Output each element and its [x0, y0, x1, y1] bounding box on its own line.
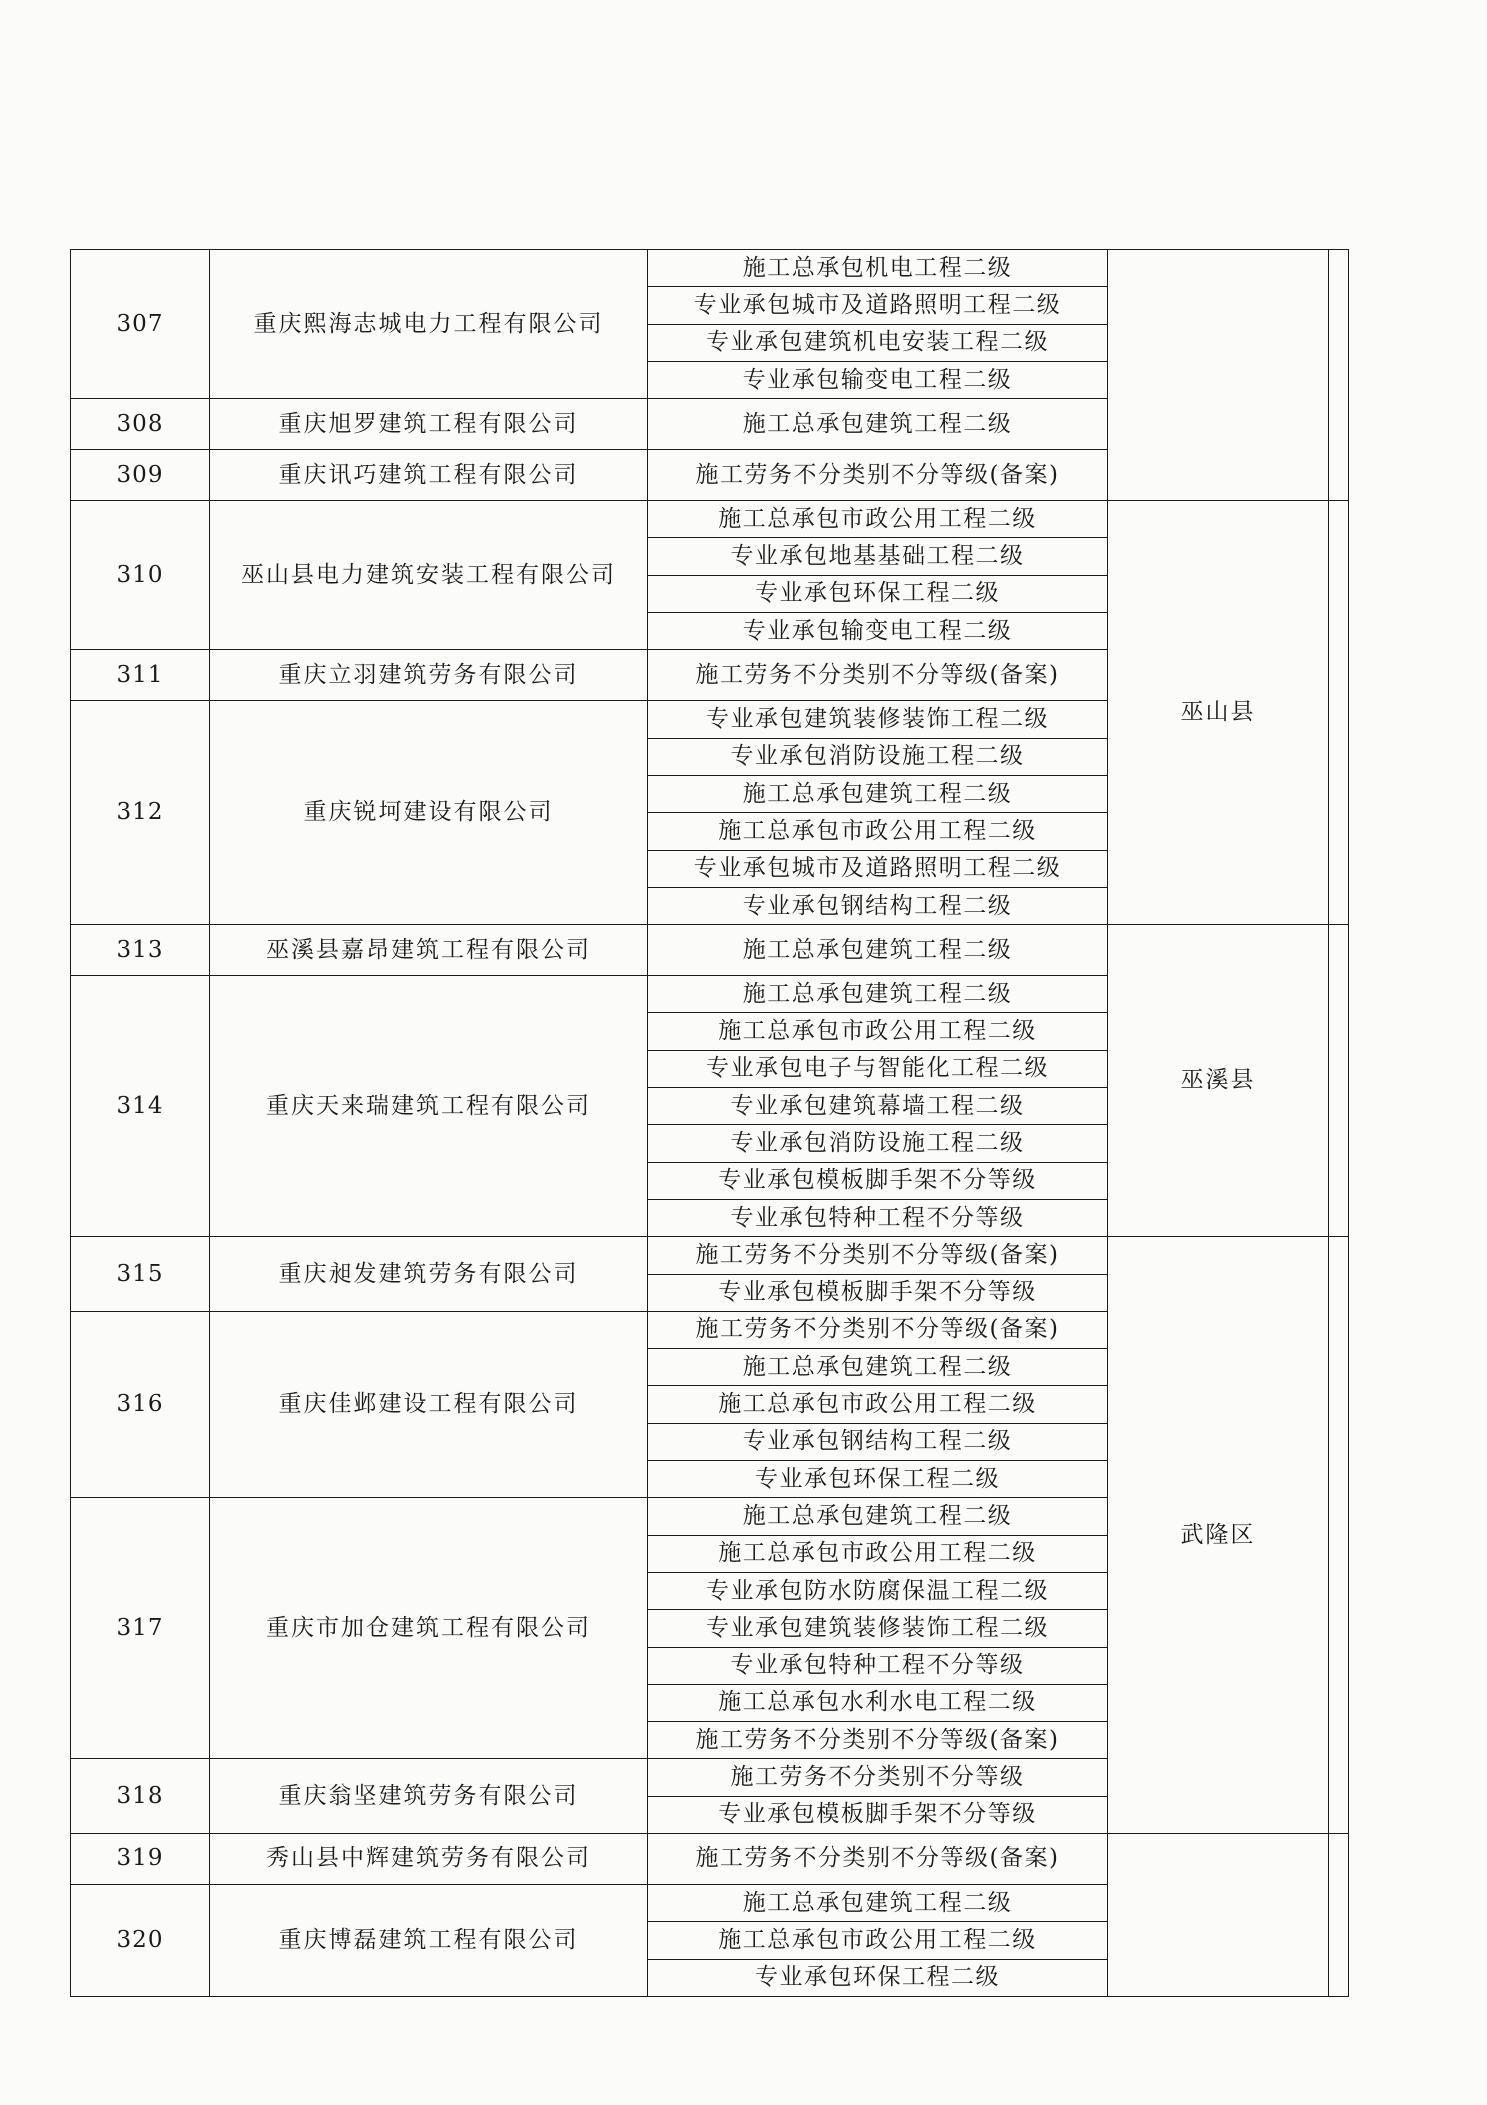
- qualification-cell: 施工总承包机电工程二级: [648, 250, 1108, 287]
- qualification-cell: 专业承包输变电工程二级: [648, 613, 1108, 650]
- qualification-cell: 施工总承包建筑工程二级: [648, 1498, 1108, 1535]
- row-number: 314: [71, 976, 210, 1237]
- row-number: 309: [71, 450, 210, 501]
- qualification-cell: 专业承包环保工程二级: [648, 575, 1108, 612]
- qualification-cell: 施工劳务不分类别不分等级(备案): [648, 1311, 1108, 1348]
- qualification-cell: 专业承包模板脚手架不分等级: [648, 1274, 1108, 1311]
- qualification-cell: 专业承包环保工程二级: [648, 1959, 1108, 1996]
- company-name: 重庆熙海志城电力工程有限公司: [210, 250, 648, 399]
- qualification-cell: 施工总承包市政公用工程二级: [648, 1013, 1108, 1050]
- company-name: 重庆佳邺建设工程有限公司: [210, 1311, 648, 1497]
- qualification-cell: 施工劳务不分类别不分等级: [648, 1759, 1108, 1796]
- qualification-cell: 专业承包模板脚手架不分等级: [648, 1796, 1108, 1833]
- qualification-cell: 施工劳务不分类别不分等级(备案): [648, 450, 1108, 501]
- region-name: [1108, 1833, 1329, 1996]
- qualification-cell: 专业承包城市及道路照明工程二级: [648, 850, 1108, 887]
- table-row: [71, 1237, 1349, 1274]
- company-name: 巫山县电力建筑安装工程有限公司: [210, 501, 648, 650]
- table-row: [71, 250, 1349, 287]
- region-name: 巫溪县: [1108, 925, 1329, 1237]
- company-name: 巫溪县嘉昂建筑工程有限公司: [210, 925, 648, 976]
- row-number: 308: [71, 399, 210, 450]
- qualification-cell: 专业承包钢结构工程二级: [648, 1423, 1108, 1460]
- qualification-cell: 施工总承包建筑工程二级: [648, 399, 1108, 450]
- qualification-cell: 施工劳务不分类别不分等级(备案): [648, 1237, 1108, 1274]
- qualification-cell: 专业承包消防设施工程二级: [648, 1125, 1108, 1162]
- qualification-cell: 施工劳务不分类别不分等级(备案): [648, 1833, 1108, 1884]
- row-number: 318: [71, 1759, 210, 1834]
- row-number: 307: [71, 250, 210, 399]
- qualification-cell: 施工总承包建筑工程二级: [648, 1884, 1108, 1921]
- qualification-cell: 施工总承包建筑工程二级: [648, 775, 1108, 812]
- company-name: 重庆翁坚建筑劳务有限公司: [210, 1759, 648, 1834]
- edge-column: [1329, 1833, 1349, 1996]
- company-name: 重庆天来瑞建筑工程有限公司: [210, 976, 648, 1237]
- company-name: 重庆旭罗建筑工程有限公司: [210, 399, 648, 450]
- qualification-cell: 专业承包电子与智能化工程二级: [648, 1050, 1108, 1087]
- qualification-cell: 专业承包建筑机电安装工程二级: [648, 324, 1108, 361]
- qualification-cell: 施工劳务不分类别不分等级(备案): [648, 650, 1108, 701]
- region-name: 巫山县: [1108, 501, 1329, 925]
- qualification-cell: 专业承包防水防腐保温工程二级: [648, 1572, 1108, 1609]
- edge-column: [1329, 1237, 1349, 1834]
- qualification-cell: 专业承包建筑幕墙工程二级: [648, 1088, 1108, 1125]
- qualification-cell: 施工总承包市政公用工程二级: [648, 1386, 1108, 1423]
- company-name: 重庆锐坷建设有限公司: [210, 701, 648, 925]
- qualification-cell: 专业承包建筑装修装饰工程二级: [648, 701, 1108, 738]
- company-name: 重庆昶发建筑劳务有限公司: [210, 1237, 648, 1312]
- company-qualification-table: [70, 249, 1349, 1997]
- row-number: 320: [71, 1884, 210, 1996]
- table-row: [71, 1833, 1349, 1884]
- qualification-cell: 施工总承包建筑工程二级: [648, 925, 1108, 976]
- qualification-cell: 专业承包特种工程不分等级: [648, 1647, 1108, 1684]
- qualification-cell: 施工总承包市政公用工程二级: [648, 813, 1108, 850]
- qualification-cell: 专业承包消防设施工程二级: [648, 738, 1108, 775]
- company-name: 重庆市加仓建筑工程有限公司: [210, 1498, 648, 1759]
- qualification-cell: 施工总承包市政公用工程二级: [648, 1535, 1108, 1572]
- table-row: [71, 501, 1349, 538]
- qualification-cell: 专业承包钢结构工程二级: [648, 887, 1108, 924]
- qualification-cell: 专业承包模板脚手架不分等级: [648, 1162, 1108, 1199]
- company-name: 重庆讯巧建筑工程有限公司: [210, 450, 648, 501]
- region-name: 武隆区: [1108, 1237, 1329, 1834]
- qualification-cell: 专业承包城市及道路照明工程二级: [648, 287, 1108, 324]
- qualification-cell: 专业承包特种工程不分等级: [648, 1199, 1108, 1236]
- qualification-cell: 施工总承包市政公用工程二级: [648, 1922, 1108, 1959]
- row-number: 311: [71, 650, 210, 701]
- row-number: 319: [71, 1833, 210, 1884]
- company-name: 重庆博磊建筑工程有限公司: [210, 1884, 648, 1996]
- qualification-cell: 专业承包环保工程二级: [648, 1461, 1108, 1498]
- row-number: 315: [71, 1237, 210, 1312]
- table-row: [71, 925, 1349, 976]
- qualification-cell: 专业承包建筑装修装饰工程二级: [648, 1610, 1108, 1647]
- qualification-cell: 施工总承包建筑工程二级: [648, 1349, 1108, 1386]
- qualification-cell: 施工总承包水利水电工程二级: [648, 1684, 1108, 1721]
- edge-column: [1329, 250, 1349, 501]
- row-number: 317: [71, 1498, 210, 1759]
- qualification-cell: 施工总承包建筑工程二级: [648, 976, 1108, 1013]
- row-number: 310: [71, 501, 210, 650]
- row-number: 312: [71, 701, 210, 925]
- qualification-cell: 施工总承包市政公用工程二级: [648, 501, 1108, 538]
- qualification-cell: 施工劳务不分类别不分等级(备案): [648, 1722, 1108, 1759]
- company-name: 秀山县中辉建筑劳务有限公司: [210, 1833, 648, 1884]
- table-body: [71, 250, 1349, 1997]
- row-number: 313: [71, 925, 210, 976]
- region-name: [1108, 250, 1329, 501]
- edge-column: [1329, 925, 1349, 1237]
- qualification-cell: 专业承包输变电工程二级: [648, 361, 1108, 398]
- row-number: 316: [71, 1311, 210, 1497]
- edge-column: [1329, 501, 1349, 925]
- qualification-cell: 专业承包地基基础工程二级: [648, 538, 1108, 575]
- company-name: 重庆立羽建筑劳务有限公司: [210, 650, 648, 701]
